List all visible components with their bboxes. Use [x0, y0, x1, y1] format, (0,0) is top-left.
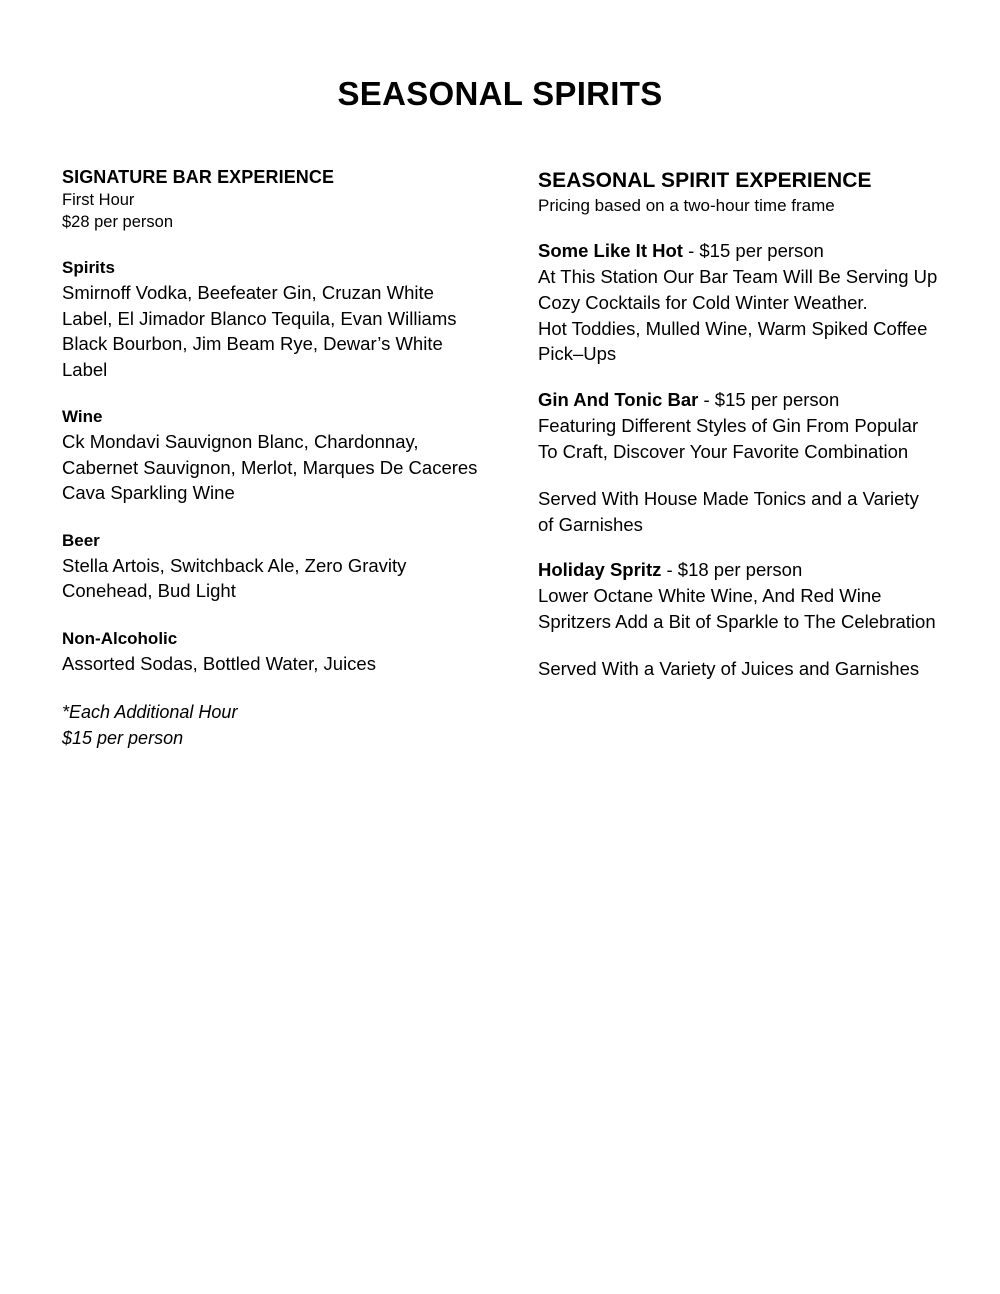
- page-title: SEASONAL SPIRITS: [337, 75, 663, 113]
- station-gin-and-tonic-bar: [538, 387, 938, 537]
- drink-group-beer: [62, 528, 482, 604]
- station-description: Featuring Different Styles of Gin From Popular To Craft, Discover Your Favorite Combination: [538, 415, 919, 462]
- additional-hour-note: [62, 700, 482, 751]
- drink-group-items: Ck Mondavi Sauvignon Blanc, Chardonnay, Cabernet Sauvignon, Merlot, Marques De Caceres Cava Sparkling Wine: [62, 431, 478, 503]
- left-column-heading: SIGNATURE BAR EXPERIENCE: [62, 167, 335, 187]
- station-description: Lower Octane White Wine, And Red Wine Spritzers Add a Bit of Sparkle to The Celebration: [538, 585, 936, 633]
- right-column-heading: SEASONAL SPIRIT EXPERIENCE: [538, 169, 872, 192]
- station-name: Some Like It Hot: [538, 240, 683, 261]
- right-column-subline: Pricing based on a two-hour time frame: [538, 196, 835, 215]
- station-heading: [538, 238, 938, 264]
- drink-group-title: Spirits: [62, 258, 115, 277]
- station-holiday-spritz: [538, 557, 938, 681]
- station-description: At This Station Our Bar Team Will Be Serving Up Cozy Cocktails for Cold Winter Weather. Hot Toddies, Mulled Wine, Warm Spiked Coffee Pick–Ups: [538, 266, 938, 365]
- station-name: Holiday Spritz: [538, 559, 662, 581]
- station-served-with: Served With House Made Tonics and a Variety of Garnishes: [538, 487, 919, 535]
- additional-hour-note-line: *Each Additional Hour: [62, 702, 238, 722]
- drink-group-title: Non-Alcoholic: [62, 628, 178, 648]
- station-price: - $18 per person: [661, 559, 803, 581]
- station-name: Gin And Tonic Bar: [538, 389, 699, 411]
- drink-group-title: Beer: [62, 530, 100, 550]
- drink-group-title: Wine: [62, 407, 103, 426]
- station-some-like-it-hot: [538, 238, 938, 367]
- station-price: - $15 per person: [682, 240, 824, 261]
- station-served-with: Served With a Variety of Juices and Garnishes: [538, 657, 920, 679]
- drink-group-wine: [62, 404, 482, 506]
- left-column-subline-first-hour: First Hour: [62, 191, 135, 209]
- seasonal-spirit-experience-column: [538, 167, 938, 682]
- station-heading: [538, 387, 938, 413]
- station-price: - $15 per person: [698, 389, 840, 411]
- additional-hour-price-line: $15 per person: [62, 727, 184, 748]
- drink-group-items: Smirnoff Vodka, Beefeater Gin, Cruzan White Label, El Jimador Blanco Tequila, Evan Williams Black Bourbon, Jim Beam Rye, Dewar’s White Label: [62, 282, 457, 380]
- left-column-subline-price: $28 per person: [62, 213, 173, 231]
- drink-group-items: Assorted Sodas, Bottled Water, Juices: [62, 652, 376, 674]
- station-heading: [538, 557, 938, 583]
- signature-bar-experience-column: [62, 165, 482, 751]
- drink-group-spirits: [62, 255, 482, 382]
- drink-group-non-alcoholic: [62, 626, 482, 677]
- drink-group-items: Stella Artois, Switchback Ale, Zero Gravity Conehead, Bud Light: [62, 554, 407, 601]
